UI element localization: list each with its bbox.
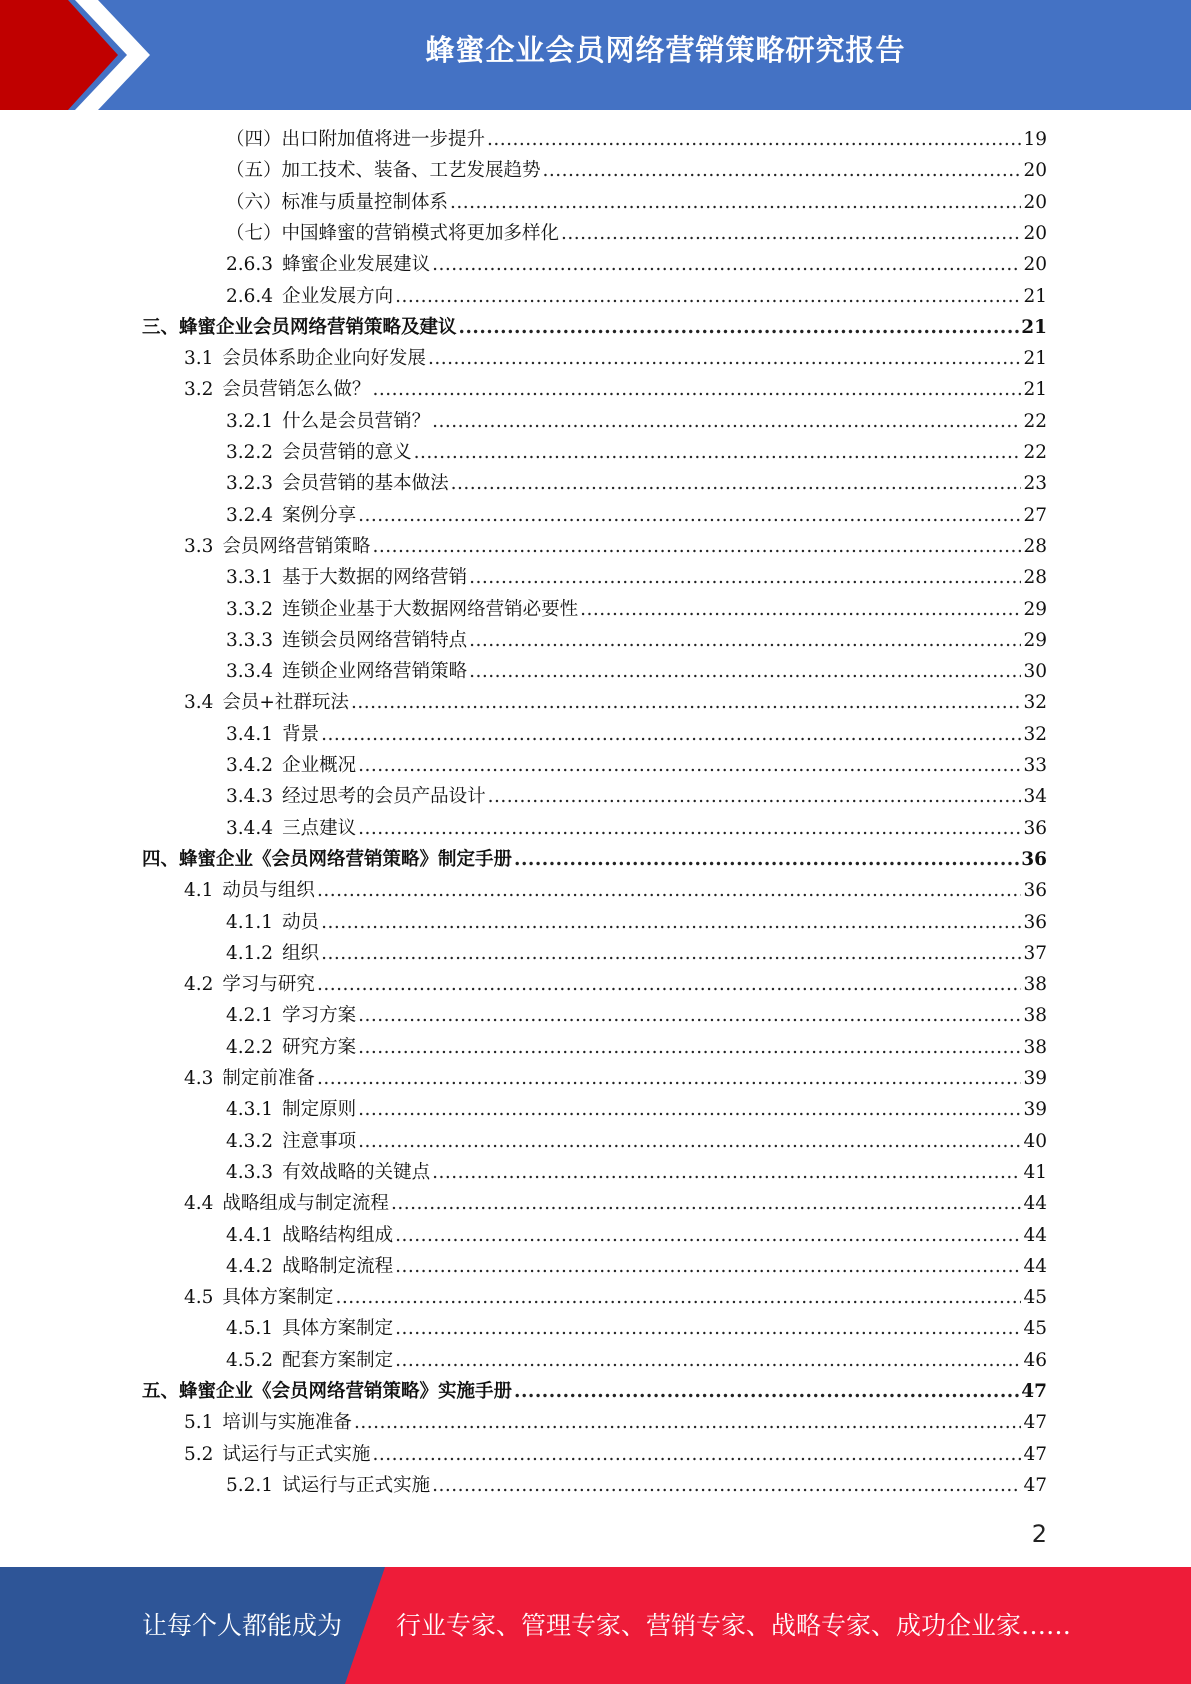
toc-dot-leader [358,755,1021,776]
toc-entry-number: 5.2 [184,1443,214,1465]
toc-entry-page: 45 [1023,1318,1047,1340]
toc-entry-number: 3.4 [184,692,214,714]
toc-entry[interactable] [226,563,1047,594]
toc-entry-label: 学习与研究 [222,974,315,996]
toc-dot-leader [335,1287,1021,1308]
toc-entry-label: 三点建议 [282,817,357,839]
toc-entry-number: 3.4.1 [226,723,274,745]
toc-entry-label: 什么是会员营销？ [282,410,431,432]
toc-entry[interactable] [226,250,1047,281]
toc-entry-label: 三、蜂蜜企业会员网络营销策略及建议 [142,316,457,338]
toc-entry-page: 30 [1023,661,1047,683]
toc-entry-number: 3.2.2 [226,442,274,463]
toc-dot-leader [395,1318,1021,1339]
toc-entry-label: 制定前准备 [222,1068,315,1089]
toc-entry-page: 45 [1023,1287,1047,1309]
toc-entry-page: 19 [1023,129,1047,150]
toc-entry-number: 3.3.1 [226,567,274,589]
toc-entry-label: 战略结构组成 [282,1224,394,1246]
toc-entry-page: 20 [1023,222,1047,244]
toc-entry-label: 会员营销怎么做？ [222,379,371,401]
footer-slogan-left: 让每个人都能成为 [142,1611,343,1640]
toc-dot-leader [317,1068,1022,1089]
toc-entry-page: 20 [1023,191,1047,213]
toc-entry-page: 47 [1021,1381,1047,1402]
toc-entry-label: 连锁会员网络营销特点 [282,629,468,651]
page-footer [0,1567,1191,1684]
toc-entry-number: 4.2.2 [226,1036,274,1058]
toc-entry-label: （五）加工技术、装备、工艺发展趋势 [226,160,541,182]
toc-entry-label: 蜂蜜企业发展建议 [282,254,431,276]
toc-entry-number: 3.4.4 [226,817,274,839]
toc-dot-leader [391,1193,1022,1214]
toc-dot-leader [469,630,1021,651]
toc-entry-page: 46 [1023,1349,1047,1371]
toc-dot-leader [372,379,1021,400]
toc-entry-label: 试运行与正式实施 [222,1443,371,1465]
toc-entry-page: 32 [1023,692,1047,714]
toc-entry-page: 47 [1023,1474,1047,1496]
toc-entry-label: 培训与实施准备 [222,1412,352,1434]
toc-entry[interactable] [142,845,1047,876]
toc-entry-label: 会员体系助企业向好发展 [222,348,426,370]
toc-entry-label: 有效战略的关键点 [282,1161,431,1183]
toc-entry[interactable] [226,1314,1047,1345]
toc-entry-number: 5.1 [184,1412,214,1434]
toc-entry[interactable] [226,1221,1047,1252]
document-title: 蜂蜜企业会员网络营销策略研究报告 [425,33,906,67]
toc-dot-leader [450,192,1021,213]
toc-entry-page: 32 [1023,723,1047,745]
page-number: 2 [1031,1520,1047,1548]
toc-entry-label: 五、蜂蜜企业《会员网络营销策略》实施手册 [142,1381,513,1402]
toc-entry[interactable] [142,313,1047,344]
toc-dot-leader [432,1475,1021,1496]
toc-entry[interactable] [226,125,1047,156]
toc-entry-number: 4.4 [184,1193,214,1215]
toc-entry[interactable] [226,188,1047,219]
toc-entry-label: 会员+社群玩法 [222,692,349,714]
toc-entry[interactable] [226,282,1047,313]
toc-entry[interactable] [184,1408,1047,1439]
toc-entry-label: 组织 [282,942,320,964]
toc-entry-label: 基于大数据的网络营销 [282,567,468,589]
toc-dot-leader [358,1037,1021,1058]
toc-entry-page: 44 [1023,1193,1047,1215]
toc-entry-page: 29 [1023,598,1047,620]
toc-entry-label: 会员营销的意义 [282,442,412,463]
toc-entry[interactable] [226,939,1047,970]
toc-entry-number: 4.4.1 [226,1224,274,1246]
toc-entry-page: 36 [1023,880,1047,902]
toc-dot-leader [488,786,1022,807]
page-header [0,0,1191,110]
toc-dot-leader [459,317,1020,338]
toc-entry-label: 注意事项 [282,1130,357,1152]
toc-entry-page: 33 [1023,755,1047,776]
toc-entry-number: 4.2 [184,974,214,996]
toc-entry[interactable] [226,1471,1047,1502]
toc-entry-label: 背景 [282,723,320,745]
footer-slogan-right: 行业专家、管理专家、营销专家、战略专家、成功企业家…… [396,1611,1072,1640]
toc-dot-leader [451,473,1022,494]
toc-dot-leader [395,1225,1021,1246]
toc-entry-page: 44 [1023,1255,1047,1277]
toc-entry-label: 动员与组织 [222,880,315,902]
toc-dot-leader [358,1005,1021,1026]
toc-entry[interactable] [184,1189,1047,1220]
toc-entry-page: 22 [1023,442,1047,463]
toc-entry-label: 制定原则 [282,1099,357,1121]
toc-entry-label: 连锁企业网络营销策略 [282,661,468,683]
toc-entry-page: 41 [1023,1161,1047,1183]
toc-entry[interactable] [226,1001,1047,1032]
toc-entry-number: 3.1 [184,348,214,370]
toc-entry-page: 44 [1023,1224,1047,1246]
toc-entry-page: 36 [1021,848,1047,870]
toc-entry-number: 4.5.2 [226,1349,274,1371]
toc-entry-number: 4.5.1 [226,1318,274,1340]
toc-dot-leader [321,912,1021,933]
toc-entry[interactable] [184,1440,1047,1471]
toc-dot-leader [358,818,1021,839]
toc-entry-label: 四、蜂蜜企业《会员网络营销策略》制定手册 [142,848,513,870]
toc-dot-leader [514,1381,1019,1402]
toc-entry-page: 22 [1023,410,1047,432]
toc-entry-number: 3.2.4 [226,504,274,526]
toc-dot-leader [372,536,1021,557]
toc-entry-page: 21 [1023,379,1047,401]
toc-dot-leader [487,129,1021,150]
toc-entry[interactable] [226,407,1047,438]
toc-entry-number: 3.3.4 [226,661,274,683]
toc-entry-label: 连锁企业基于大数据网络营销必要性 [282,598,579,620]
toc-entry-label: 研究方案 [282,1036,357,1058]
toc-entry-page: 21 [1023,285,1047,307]
toc-entry-page: 27 [1023,504,1047,526]
toc-entry-page: 37 [1023,942,1047,964]
toc-entry[interactable] [142,1377,1047,1408]
toc-entry[interactable] [226,626,1047,657]
toc-dot-leader [395,1256,1021,1277]
toc-dot-leader [432,254,1021,275]
toc-entry[interactable] [226,782,1047,813]
toc-entry-number: 3.3 [184,535,214,557]
toc-entry-number: 4.5 [184,1287,214,1309]
toc-entry[interactable] [226,501,1047,532]
toc-entry[interactable] [226,657,1047,688]
toc-dot-leader [351,692,1022,713]
toc-entry[interactable] [184,344,1047,375]
toc-entry-number: 4.3 [184,1068,214,1089]
toc-entry-number: 5.2.1 [226,1474,274,1496]
toc-dot-leader [469,661,1021,682]
toc-entry-label: 企业发展方向 [282,285,394,307]
toc-entry-number: 4.3.3 [226,1161,274,1183]
toc-entry-number: 3.3.2 [226,598,274,620]
toc-dot-leader [317,880,1022,901]
toc-dot-leader [414,442,1022,463]
toc-dot-leader [428,348,1022,369]
toc-entry-page: 21 [1023,348,1047,370]
toc-entry[interactable] [226,438,1047,469]
toc-entry-number: 4.3.2 [226,1130,274,1152]
toc-dot-leader [432,1162,1021,1183]
toc-entry-label: 动员 [282,911,320,933]
toc-dot-leader [580,599,1021,620]
toc-entry-page: 28 [1023,567,1047,589]
toc-entry[interactable] [184,688,1047,719]
toc-entry-label: （六）标准与质量控制体系 [226,191,449,213]
toc-entry[interactable] [184,1283,1047,1314]
toc-entry-number: 2.6.3 [226,254,274,276]
toc-entry-label: 学习方案 [282,1005,357,1027]
toc-entry-number: 4.4.2 [226,1255,274,1277]
toc-entry-page: 20 [1023,254,1047,276]
toc-entry-label: （四）出口附加值将进一步提升 [226,129,486,150]
toc-dot-leader [469,567,1021,588]
toc-entry-page: 39 [1023,1068,1047,1089]
toc-entry-number: 3.2.1 [226,410,274,432]
toc-entry[interactable] [226,1346,1047,1377]
toc-dot-leader [514,849,1019,870]
toc-entry-page: 23 [1023,473,1047,495]
toc-entry[interactable] [184,1064,1047,1095]
toc-entry-number: 3.4.3 [226,786,274,808]
toc-entry-label: 具体方案制定 [282,1318,394,1340]
toc-entry[interactable] [226,908,1047,939]
toc-entry-number: 3.3.3 [226,629,274,651]
toc-entry[interactable] [226,1033,1047,1064]
toc-entry-label: 配套方案制定 [282,1349,394,1371]
toc-entry-page: 34 [1023,786,1047,808]
toc-entry-page: 36 [1023,817,1047,839]
toc-entry[interactable] [226,720,1047,751]
toc-entry[interactable] [184,876,1047,907]
toc-dot-leader [358,505,1021,526]
toc-entry-label: 战略制定流程 [282,1255,394,1277]
toc-entry-page: 47 [1023,1443,1047,1465]
toc-entry[interactable] [226,156,1047,187]
toc-entry-page: 29 [1023,629,1047,651]
toc-entry-page: 40 [1023,1130,1047,1152]
toc-entry[interactable] [184,532,1047,563]
toc-entry[interactable] [184,375,1047,406]
toc-entry-number: 2.6.4 [226,285,274,307]
toc-entry-page: 38 [1023,1036,1047,1058]
toc-entry-label: （七）中国蜂蜜的营销模式将更加多样化 [226,222,560,244]
toc-dot-leader [395,286,1021,307]
toc-entry-page: 20 [1023,160,1047,182]
toc-entry-label: 会员营销的基本做法 [282,473,449,495]
toc-dot-leader [317,974,1022,995]
toc-entry-number: 3.2.3 [226,473,274,495]
toc-entry-number: 4.1 [184,880,214,902]
toc-dot-leader [561,223,1021,244]
toc-dot-leader [358,1099,1021,1120]
toc-entry-page: 47 [1023,1412,1047,1434]
toc-entry[interactable] [226,595,1047,626]
toc-entry-label: 案例分享 [282,504,357,526]
toc-entry[interactable] [184,970,1047,1001]
toc-entry-label: 经过思考的会员产品设计 [282,786,486,808]
toc-entry-label: 战略组成与制定流程 [222,1193,389,1215]
toc-entry-label: 具体方案制定 [222,1287,334,1309]
toc-dot-leader [395,1350,1021,1371]
toc-entry-page: 38 [1023,1005,1047,1027]
toc-entry-label: 会员网络营销策略 [222,535,371,557]
toc-entry-number: 3.2 [184,379,214,401]
toc-entry[interactable] [226,219,1047,250]
toc-dot-leader [321,724,1021,745]
toc-dot-leader [432,411,1021,432]
toc-entry[interactable] [226,1095,1047,1126]
toc-entry[interactable] [226,751,1047,782]
toc-dot-leader [543,160,1022,181]
toc-entry-label: 企业概况 [282,755,357,776]
toc-entry-page: 39 [1023,1099,1047,1121]
toc-dot-leader [354,1412,1022,1433]
toc-entry[interactable] [226,814,1047,845]
toc-entry[interactable] [226,1127,1047,1158]
toc-dot-leader [372,1444,1021,1465]
toc-dot-leader [321,943,1021,964]
toc-dot-leader [358,1131,1021,1152]
toc-entry[interactable] [226,1158,1047,1189]
toc-entry-page: 36 [1023,911,1047,933]
toc-entry-number: 4.1.1 [226,911,274,933]
toc-entry[interactable] [226,469,1047,500]
toc-entry-label: 试运行与正式实施 [282,1474,431,1496]
toc-entry[interactable] [226,1252,1047,1283]
toc-entry-page: 38 [1023,974,1047,996]
toc-entry-number: 4.3.1 [226,1099,274,1121]
toc-entry-number: 3.4.2 [226,755,274,776]
toc-entry-number: 4.2.1 [226,1005,274,1027]
toc-entry-number: 4.1.2 [226,942,274,964]
toc-entry-page: 21 [1021,316,1047,338]
toc-entry-page: 28 [1023,535,1047,557]
